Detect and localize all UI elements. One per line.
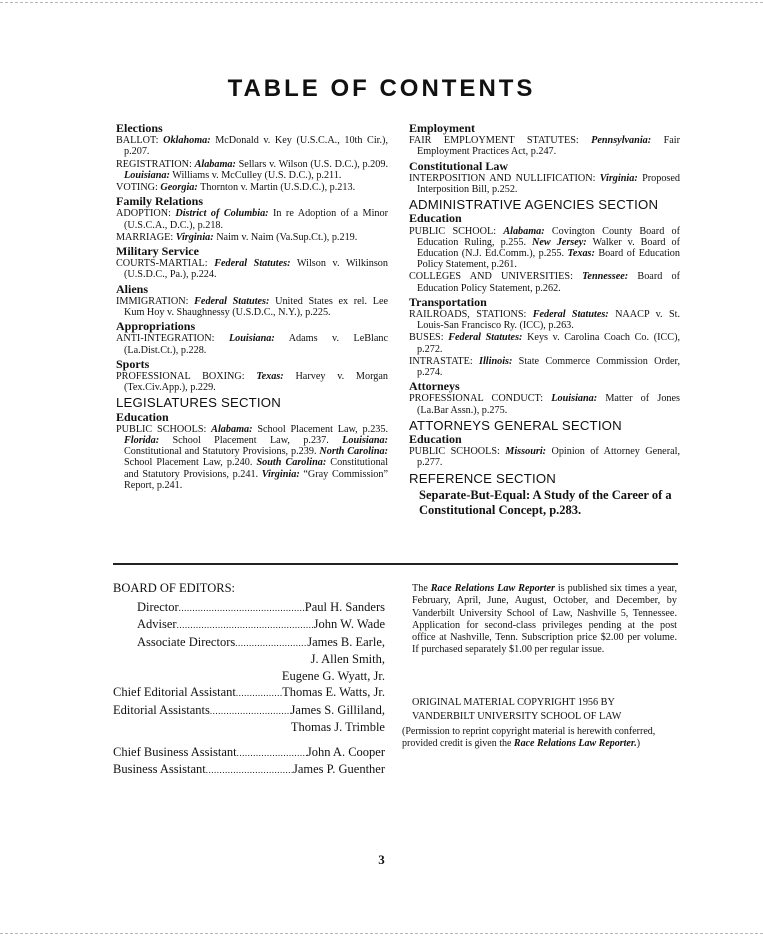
- toc-entry: COURTS-MARTIAL: Federal Statutes: Wilson v. Wilkinson (U.S.D.C., Pa.), p.224.: [116, 258, 388, 281]
- section-heading: REFERENCE SECTION: [409, 470, 557, 486]
- section-heading: ATTORNEYS GENERAL SECTION: [409, 417, 622, 433]
- toc-entry: PUBLIC SCHOOL: Alabama: Covington County Board of Education Ruling, p.255. New Jersey: Walker v. Board of Education (N.J. Ed.Comm.), p.255. Texas: Board of Education Policy Statement, p.261.: [409, 225, 681, 271]
- category-heading: Elections: [116, 121, 163, 135]
- toc-entry: PUBLIC SCHOOLS: Missouri: Opinion of Attorney General, p.277.: [409, 446, 680, 469]
- editor-row-chief-editorial: Chief Editorial Assistant ..... Thomas E. Watts, Jr.: [113, 684, 385, 702]
- toc-entry: RAILROADS, STATIONS: Federal Statutes: NAACP v. St. Louis-San Francisco Ry. (ICC), p.263.: [409, 309, 680, 332]
- editor-row-business: Business Assistant ..... James P. Guenther: [113, 761, 385, 779]
- editor-name: Eugene G. Wyatt, Jr.: [281, 668, 385, 683]
- bottom-border: [0, 933, 763, 934]
- toc-entry: PUBLIC SCHOOLS: Alabama: School Placement Law, p.235. Florida: School Placement Law, p.237. Louisiana: Constitutional and Statutory Provisions, p.239. North Carolina: School Placement Law, p.240. South Carolina: Constitutional and Statutory Provisions, p.241. Virginia: “Gray Commission” Report, p.241.: [116, 423, 389, 491]
- publication-info: The Race Relations Law Reporter is published six times a year, February, April, June, August, October, and December, by Vanderbilt University School of Law, Nashville 5, Tennessee. Application for second-class privileges pending at the post office at Nashville, Tenn. Subscription price $2.00 per volume. If purchased separately $1.00 per regular issue.: [412, 583, 678, 656]
- editor-row-associate: Associate Directors ..... James B. Earle,: [113, 634, 385, 652]
- category-heading: Family Relations: [116, 194, 203, 209]
- toc-entry: MARRIAGE: Virginia: Naim v. Naim (Va.Sup.Ct.), p.219.: [116, 231, 358, 243]
- editor-name: J. Allen Smith,: [310, 652, 385, 666]
- category-heading: Education: [409, 432, 462, 447]
- toc-entry: INTERPOSITION AND NULLIFICATION: Virginia: Proposed Interposition Bill, p.252.: [409, 172, 680, 196]
- category-heading: Education: [116, 409, 169, 424]
- toc-entry: IMMIGRATION: Federal Statutes: United States ex rel. Lee Kum Hoy v. Shaughnessy (U.S.D.C., N.Y.), p.225.: [116, 295, 388, 319]
- horizontal-rule: [113, 563, 678, 565]
- toc-entry: PROFESSIONAL BOXING: Texas: Harvey v. Morgan (Tex.Civ.App.), p.229.: [116, 371, 389, 394]
- toc-right-column: [409, 120, 680, 518]
- toc-entry: VOTING: Georgia: Thornton v. Martin (U.S.D.C.), p.213.: [116, 182, 356, 194]
- reference-article: Separate-But-Equal: A Study of the Career of a Constitutional Concept, p.283.: [419, 487, 672, 517]
- editor-name: Thomas J. Trimble: [290, 720, 385, 734]
- permission-note: (Permission to reprint copyright material is herewith conferred, provided credit is given the Race Relations Law Reporter.): [402, 726, 656, 749]
- toc-left-column: [116, 120, 388, 492]
- editor-row-director: Director ..... Paul H. Sanders: [113, 599, 385, 617]
- editor-row-adviser: Adviser ..... John W. Wade: [113, 616, 385, 634]
- toc-entry: REGISTRATION: Alabama: Sellars v. Wilson (U.S. D.C.), p.209. Louisiana: Williams v. McCulley (U.S. D.C.), p.211.: [116, 158, 388, 181]
- category-heading: Attorneys: [409, 379, 460, 394]
- page-number: 3: [378, 852, 385, 867]
- toc-entry: BALLOT: Oklahoma: McDonald v. Key (U.S.C.A., 10th Cir.), p.207.: [116, 135, 388, 158]
- category-heading: Constitutional Law: [409, 158, 509, 173]
- page-title: TABLE OF CONTENTS: [227, 75, 536, 102]
- toc-entry: INTRASTATE: Illinois: State Commerce Commission Order, p.274.: [409, 355, 680, 379]
- toc-entry: ANTI-INTEGRATION: Louisiana: Adams v. LeBlanc (La.Dist.Ct.), p.228.: [116, 333, 388, 356]
- toc-entry: FAIR EMPLOYMENT STATUTES: Pennsylvania: Fair Employment Practices Act, p.247.: [409, 135, 680, 158]
- category-heading: Education: [409, 211, 462, 226]
- toc-entry: PROFESSIONAL CONDUCT: Louisiana: Matter of Jones (La.Bar Assn.), p.275.: [409, 393, 680, 416]
- section-heading: ADMINISTRATIVE AGENCIES SECTION: [409, 197, 659, 213]
- board-of-editors: [113, 580, 385, 779]
- section-heading: LEGISLATURES SECTION: [116, 395, 281, 411]
- editor-row-editorial: Editorial Assistants ..... James S. Gilliland,: [113, 702, 385, 720]
- category-heading: Employment: [409, 121, 475, 135]
- category-heading: Sports: [116, 356, 150, 371]
- copyright-notice: ORIGINAL MATERIAL COPYRIGHT 1956 BY VANDERBILT UNIVERSITY SCHOOL OF LAW: [412, 697, 622, 722]
- editor-row-chief-business: Chief Business Assistant ..... John A. Cooper: [113, 744, 385, 762]
- category-heading: Military Service: [116, 244, 199, 259]
- toc-entry: BUSES: Federal Statutes: Keys v. Carolina Coach Co. (ICC), p.272.: [409, 332, 681, 355]
- top-border: [0, 2, 763, 3]
- category-heading: Transportation: [409, 294, 487, 309]
- board-heading: BOARD OF EDITORS:: [113, 581, 236, 595]
- toc-entry: ADOPTION: District of Columbia: In re Adoption of a Minor (U.S.C.A., D.C.), p.218.: [116, 208, 388, 231]
- toc-entry: COLLEGES AND UNIVERSITIES: Tennessee: Board of Education Policy Statement, p.262.: [409, 271, 681, 294]
- category-heading: Aliens: [116, 281, 149, 296]
- category-heading: Appropriations: [116, 319, 196, 334]
